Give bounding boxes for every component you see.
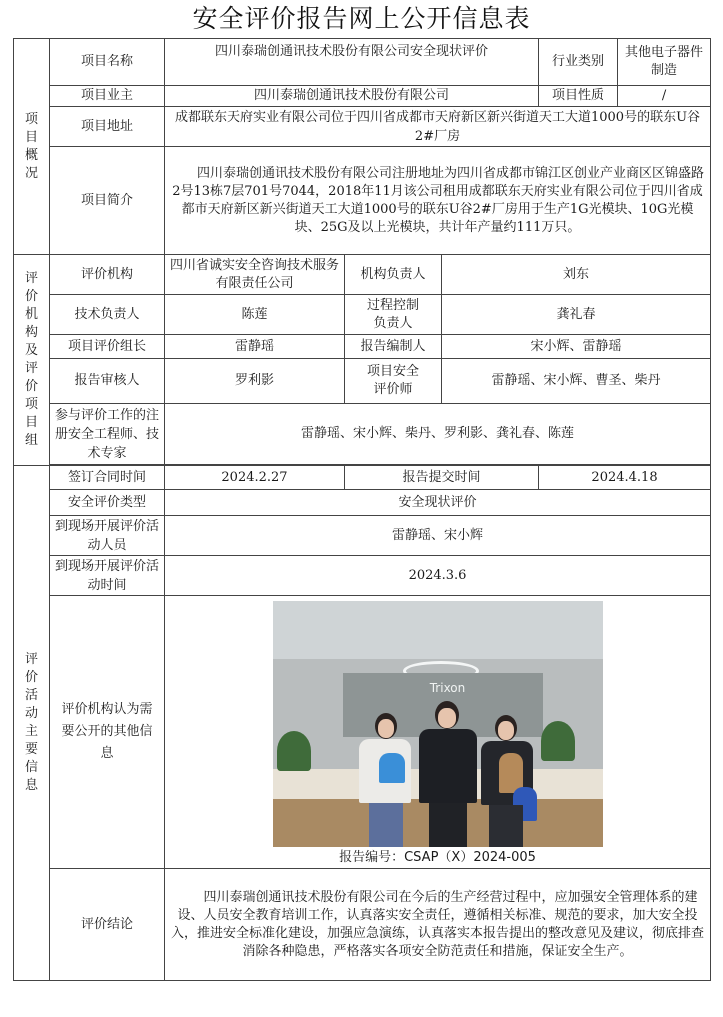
intro-text: 四川泰瑞创通讯技术股份有限公司注册地址为四川省成都市锦江区创业产业商区区锦盛路2号13栋7层701号7044，2018年11月该公司租用成都联东天府实业有限公司位于四川省成都市天府新区新兴街道天工大道1000号的联东U谷2#厂房用于生产1G光模块、10G光模块、25G及以上光模块，共计年产量约111万只。 (172, 165, 705, 235)
value-agency-head: 刘东 (442, 255, 711, 295)
value-agency: 四川省诚实安全咨询技术服务有限责任公司 (165, 255, 345, 295)
row-other-info (14, 596, 711, 869)
label-agency-head: 机构负责人 (345, 255, 442, 295)
row-owner (14, 86, 711, 107)
section-org: 评价机构及评价项目组 (14, 255, 50, 466)
label-tech-head: 技术负责人 (50, 295, 165, 335)
value-contract-date: 2024.2.27 (165, 466, 345, 490)
value-type: 安全现状评价 (165, 490, 711, 516)
value-reviewer: 罗利影 (165, 359, 345, 404)
label-agency: 评价机构 (50, 255, 165, 295)
row-type (14, 490, 711, 516)
conclusion-text: 四川泰瑞创通讯技术股份有限公司在今后的生产经营过程中，应加强安全管理体系的建设、人员安全教育培训工作，认真落实安全责任，遵循相关标准、规范的要求，加大安全投入，推进安全标准化建设，加强应急演练，认真落实本报告提出的整改意见及建议，彻底排查消除各种隐患，严格落实各项安全防范责任和措施，保证安全生产。 (171, 889, 705, 959)
value-tech-head: 陈莲 (165, 295, 345, 335)
company-logo-text: Trixon (429, 680, 466, 695)
label-writer: 报告编制人 (345, 335, 442, 359)
label-address: 项目地址 (50, 107, 165, 147)
value-conclusion (165, 869, 711, 981)
label-owner: 项目业主 (50, 86, 165, 107)
label-onsite-time: 到现场开展评价活动时间 (50, 556, 165, 596)
label-onsite-staff: 到现场开展评价活动人员 (50, 516, 165, 556)
row-reviewer (14, 359, 711, 404)
row-address (14, 107, 711, 147)
value-owner: 四川泰瑞创通讯技术股份有限公司 (165, 86, 539, 107)
row-project-name (14, 39, 711, 86)
label-other-info: 评价机构认为需要公开的其他信息 (50, 596, 165, 869)
value-process-head: 龚礼春 (442, 295, 711, 335)
value-leader: 雷静瑶 (165, 335, 345, 359)
value-project-name: 四川泰瑞创通讯技术股份有限公司安全现状评价 (165, 39, 539, 86)
section-overview: 项目概况 (14, 39, 50, 255)
report-number: 报告编号：CSAP（X）2024-005 (339, 849, 536, 865)
plant-icon (541, 721, 575, 761)
label-project-name: 项目名称 (50, 39, 165, 86)
label-safety-eval: 项目安全评价师 (345, 359, 442, 404)
label-reviewer: 报告审核人 (50, 359, 165, 404)
other-info-cell (165, 596, 711, 869)
row-conclusion (14, 869, 711, 981)
label-industry: 行业类别 (539, 39, 618, 86)
info-table (13, 38, 711, 981)
label-engineers: 参与评价工作的注册安全工程师、技术专家 (50, 404, 165, 465)
label-conclusion: 评价结论 (50, 869, 165, 981)
plant-icon (277, 731, 311, 771)
row-tech-head (14, 295, 711, 335)
value-onsite-staff: 雷静瑶、宋小辉 (165, 516, 711, 556)
value-safety-eval: 雷静瑶、宋小辉、曹圣、柴丹 (442, 359, 711, 404)
label-type: 安全评价类型 (50, 490, 165, 516)
value-writer: 宋小辉、雷静瑶 (442, 335, 711, 359)
value-intro (165, 147, 711, 255)
page-title: 安全评价报告网上公开信息表 (192, 4, 531, 33)
value-industry: 其他电子器件制造 (618, 39, 711, 86)
site-photo (273, 601, 603, 847)
row-dates (14, 466, 711, 490)
label-contract-date: 签订合同时间 (50, 466, 165, 490)
value-engineers: 雷静瑶、宋小辉、柴丹、罗利影、龚礼春、陈莲 (165, 404, 711, 465)
row-leader (14, 335, 711, 359)
label-submit-date: 报告提交时间 (345, 466, 539, 490)
label-leader: 项目评价组长 (50, 335, 165, 359)
value-address: 成都联东天府实业有限公司位于四川省成都市天府新区新兴街道天工大道1000号的联东U谷2#厂房 (165, 107, 711, 147)
section-activity: 评价活动主要信息 (14, 466, 50, 981)
row-onsite-time (14, 556, 711, 596)
value-onsite-time: 2024.3.6 (165, 556, 711, 596)
row-onsite-staff (14, 516, 711, 556)
value-submit-date: 2024.4.18 (539, 466, 711, 490)
label-nature: 项目性质 (539, 86, 618, 107)
value-nature: / (618, 86, 711, 107)
row-engineers (14, 404, 711, 465)
label-intro: 项目简介 (50, 147, 165, 255)
row-intro (14, 147, 711, 255)
label-process-head: 过程控制负责人 (345, 295, 442, 335)
row-agency (14, 255, 711, 295)
